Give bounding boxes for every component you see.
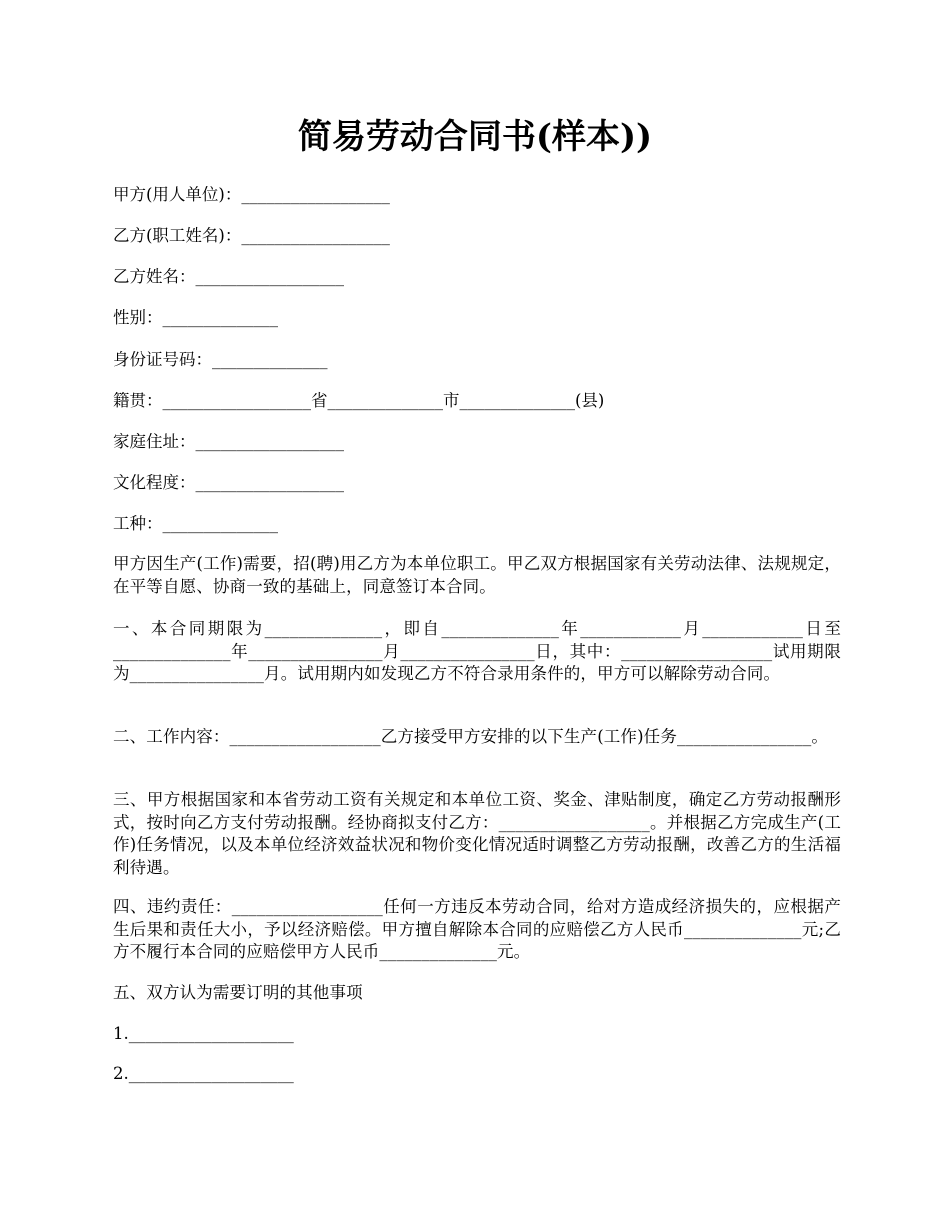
- native-place-field: 籍贯：__________________省______________市______________(县): [113, 391, 605, 410]
- home-address-field: 家庭住址：__________________: [113, 432, 344, 451]
- job-type-field: 工种：______________: [113, 514, 278, 533]
- gender-field: 性别：______________: [113, 308, 278, 327]
- other-item-2: 2.____________________: [113, 1064, 294, 1083]
- education-field: 文化程度：__________________: [113, 473, 344, 492]
- clause-2-work-content: 二、工作内容：__________________乙方接受甲方安排的以下生产(工作)任务________________。: [113, 727, 829, 746]
- clause-5-other-matters: 五、双方认为需要订明的其他事项: [113, 983, 363, 1002]
- document-title: 简易劳动合同书(样本)): [297, 117, 653, 157]
- clause-4-liability: 四、违约责任：__________________任何一方违反本劳动合同，给对方造成经济损失的，应根据产生后果和责任大小，予以经济赔偿。甲方擅自解除本合同的应赔偿乙方人民币______________元;乙方不履行本合同的应赔偿甲方人民币______________元。: [113, 897, 841, 961]
- other-item-1: 1.____________________: [113, 1024, 294, 1043]
- preamble-paragraph: 甲方因生产(工作)需要，招(聘)用乙方为本单位职工。甲乙双方根据国家有关劳动法律、法规规定，在平等自愿、协商一致的基础上，同意签订本合同。: [113, 554, 841, 596]
- party-b-name-field: 乙方姓名：__________________: [113, 267, 344, 286]
- clause-1-term: 一、本合同期限为______________，即自______________年____________月____________日至______________年________________月________________日，其中：__________________试用期限为________________月。试用期内如发现乙方不符合录用条件的，甲方可以解除劳动合同。: [113, 619, 841, 683]
- id-number-field: 身份证号码：______________: [113, 350, 328, 369]
- party-b-employee-field: 乙方(职工姓名)：__________________: [113, 226, 390, 245]
- clause-3-remuneration: 三、甲方根据国家和本省劳动工资有关规定和本单位工资、奖金、津贴制度，确定乙方劳动报酬形式，按时向乙方支付劳动报酬。经协商拟支付乙方：__________________。并根据乙方完成生产(工作)任务情况，以及本单位经济效益状况和物价变化情况适时调整乙方劳动报酬，改善乙方的生活福利待遇。: [113, 790, 841, 877]
- party-a-employer-field: 甲方(用人单位)：__________________: [113, 185, 390, 204]
